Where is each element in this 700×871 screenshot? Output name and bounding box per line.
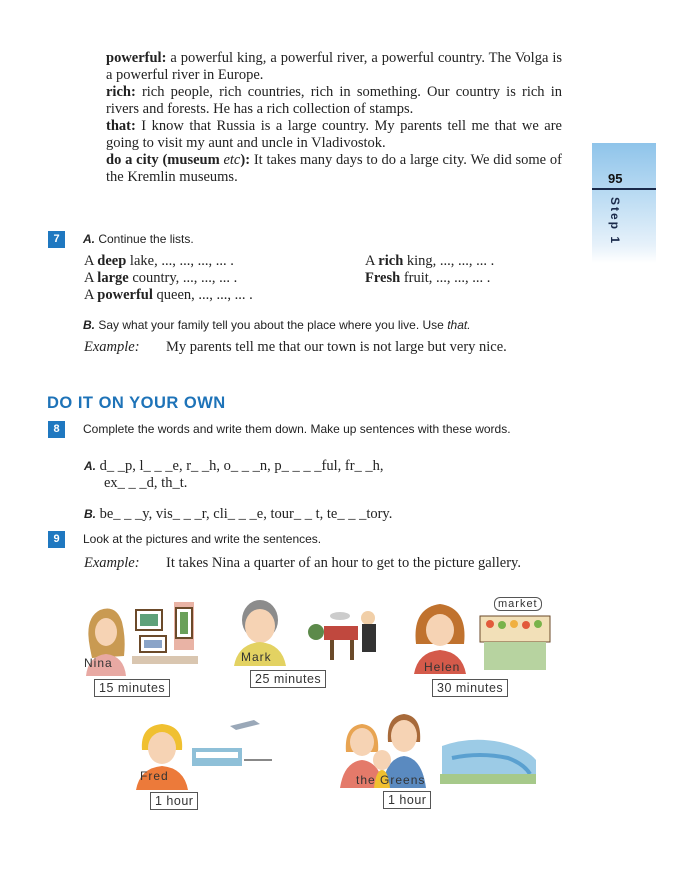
- list-row: [84, 253, 564, 270]
- list-item: Fresh fruit, ..., ..., ... .: [365, 270, 491, 286]
- picture-name-helen: Helen: [424, 660, 461, 674]
- vocab-term: rich:: [106, 84, 136, 100]
- picture-name-greens: the Greens: [356, 773, 426, 787]
- picture-name-nina: Nina: [84, 656, 113, 670]
- exercise-8b-line: [84, 506, 392, 523]
- page-number: 95: [608, 171, 623, 186]
- vocab-term: powerful:: [106, 50, 167, 66]
- vocab-entry: [106, 152, 562, 186]
- exercise-7b-instruction: [83, 318, 471, 333]
- picture-time-helen: 30 minutes: [432, 679, 508, 697]
- picture-time-nina: 15 minutes: [94, 679, 170, 697]
- picture-time-fred: 1 hour: [150, 792, 198, 810]
- exercise-8-number: 8: [48, 421, 65, 438]
- example-text: My parents tell me that our town is not large but very nice.: [166, 339, 507, 355]
- exercise-9-number: 9: [48, 531, 65, 548]
- example-label: Example:: [84, 555, 140, 571]
- picture-name-mark: Mark: [241, 650, 272, 664]
- picture-time-greens: 1 hour: [383, 791, 431, 809]
- task-text-italic: that.: [447, 318, 471, 332]
- vocab-term-italic: etc: [223, 152, 241, 168]
- side-tab-divider: [592, 188, 656, 190]
- exercise-9-example: [84, 555, 562, 572]
- market-sign: market: [494, 597, 542, 611]
- vocab-text: a powerful king, a powerful river, a powerful country. The Volga is a powerful river in Europe.: [106, 50, 562, 83]
- vocab-entry: [106, 84, 562, 118]
- list-item: A large country, ..., ..., ... .: [84, 270, 238, 286]
- section-heading: DO IT ON YOUR OWN: [47, 394, 226, 412]
- list-row: [84, 270, 564, 287]
- vocab-term-part: do a city (museum: [106, 152, 224, 168]
- exercise-7a-instruction: [83, 232, 194, 247]
- word-gaps: be_ _ _y, vis_ _ _r, cli_ _ _e, tour_ _ t, te_ _ _tory.: [99, 506, 393, 522]
- task-letter: B.: [83, 318, 95, 332]
- task-letter: A.: [84, 459, 96, 473]
- vocab-term: [106, 152, 250, 168]
- exercise-8a-line-1: [84, 458, 384, 475]
- word-gaps: d_ _p, l_ _ _e, r_ _h, o_ _ _n, p_ _ _ _ful, fr_ _h,: [99, 458, 384, 474]
- vocab-text: I know that Russia is a large country. My parents tell me that we are going to visit my aunt and uncle in Vladivostok.: [106, 118, 562, 151]
- task-text: Say what your family tell you about the place where you live. Use: [98, 318, 448, 332]
- step-label: Step 1: [608, 197, 622, 246]
- picture-name-fred: Fred: [140, 769, 169, 783]
- task-letter: A.: [83, 232, 95, 246]
- vocab-term: that:: [106, 118, 136, 134]
- side-tab: [592, 143, 656, 263]
- task-letter: B.: [84, 507, 96, 521]
- exercise-7-example: [84, 339, 562, 356]
- exercise-8a-line-2: ex_ _ _d, th_t.: [104, 475, 188, 491]
- vocab-term-end: ):: [240, 152, 251, 168]
- task-text: Continue the lists.: [98, 232, 194, 246]
- vocab-entry: [106, 118, 562, 152]
- vocab-text: It takes many days to do a large city. We did some of the Kremlin museums.: [106, 152, 562, 185]
- example-label: Example:: [84, 339, 140, 355]
- picture-time-mark: 25 minutes: [250, 670, 326, 688]
- list-item: A rich king, ..., ..., ... .: [365, 253, 495, 269]
- list-item: A deep lake, ..., ..., ..., ... .: [84, 253, 234, 269]
- vocabulary-block: [106, 50, 562, 186]
- vocab-entry: [106, 50, 562, 84]
- exercise-8-instruction: Complete the words and write them down. Make up sentences with these words.: [83, 422, 511, 436]
- side-tab-background: [592, 143, 656, 263]
- exercise-7-lists: [84, 253, 564, 304]
- list-item: A powerful queen, ..., ..., ... .: [84, 287, 253, 303]
- exercise-7-number: 7: [48, 231, 65, 248]
- list-row: [84, 287, 564, 304]
- exercise-9-instruction: Look at the pictures and write the sentences.: [83, 532, 322, 546]
- vocab-text: rich people, rich countries, rich in something. Our country is rich in rivers and forests. He has a rich collection of stamps.: [106, 84, 562, 117]
- example-text: It takes Nina a quarter of an hour to get to the picture gallery.: [166, 555, 521, 571]
